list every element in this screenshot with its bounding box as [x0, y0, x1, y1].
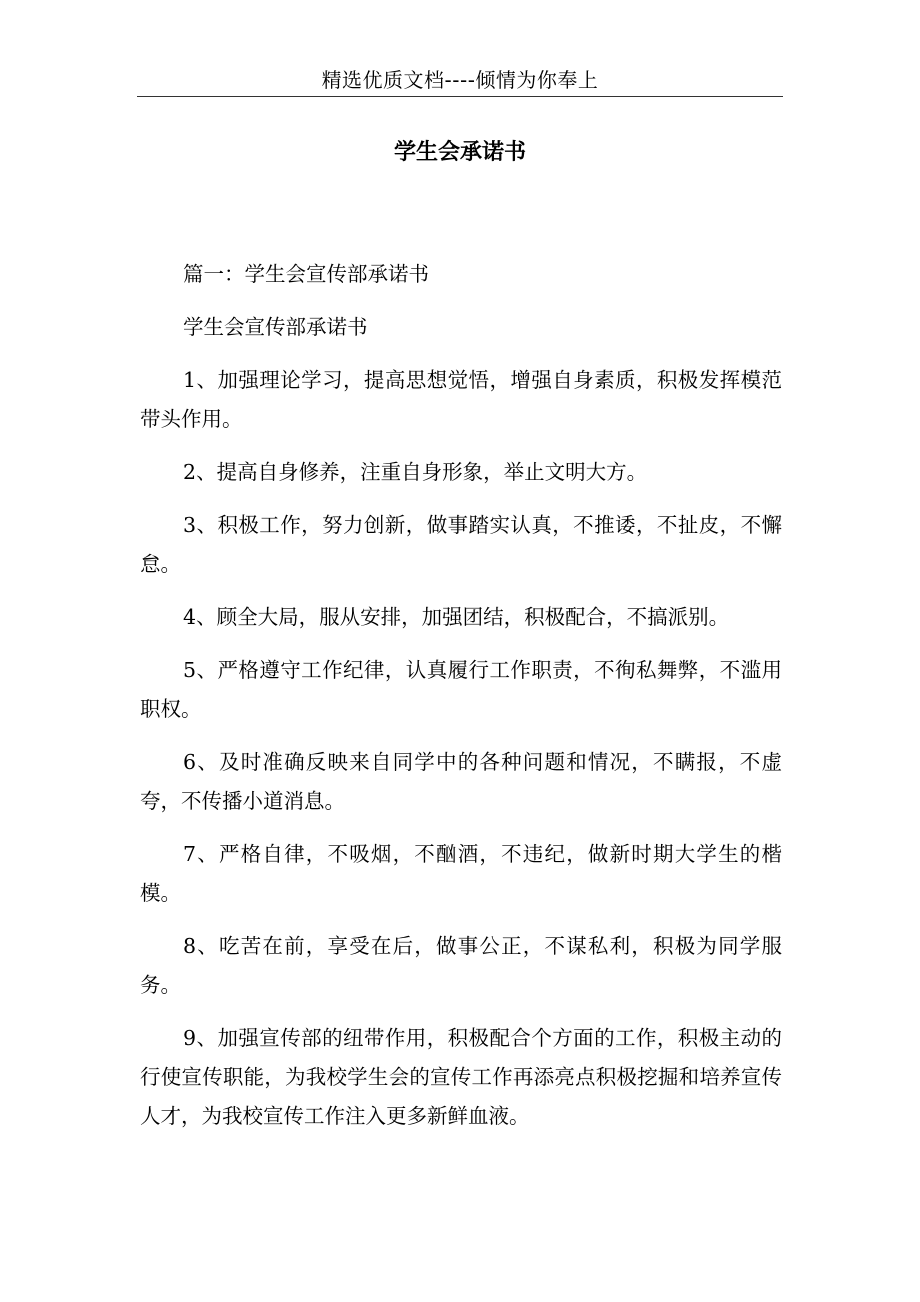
section-heading: 篇一：学生会宣传部承诺书 — [183, 262, 430, 286]
pledge-item-5: 5、严格遵守工作纪律，认真履行工作职责，不徇私舞弊，不滥用职权。 — [140, 658, 782, 721]
pledge-item-2: 2、提高自身修养，注重自身形象，举止文明大方。 — [183, 460, 648, 484]
pledge-item-8: 8、吃苦在前，享受在后，做事公正，不谋私利，积极为同学服务。 — [140, 934, 782, 997]
document-body — [140, 255, 782, 1150]
pledge-item-1: 1、加强理论学习，提高思想觉悟，增强自身素质，积极发挥模范带头作用。 — [140, 368, 782, 431]
pledge-item-6: 6、及时准确反映来自同学中的各种问题和情况，不瞒报，不虚夸，不传播小道消息。 — [140, 750, 782, 813]
pledge-item-3: 3、积极工作，努力创新，做事踏实认真，不推诿，不扯皮，不懈怠。 — [140, 513, 782, 576]
document-title: 学生会承诺书 — [393, 140, 526, 165]
subsection-heading: 学生会宣传部承诺书 — [183, 315, 368, 339]
pledge-item-7: 7、严格自律，不吸烟，不酗酒，不违纪，做新时期大学生的楷模。 — [140, 842, 782, 905]
pledge-item-9: 9、加强宣传部的纽带作用，积极配合个方面的工作，积极主动的行使宣传职能，为我校学生会的宣传工作再添亮点积极挖掘和培养宣传人才，为我校宣传工作注入更多新鲜血液。 — [140, 1026, 782, 1128]
page-header: 精选优质文档----倾情为你奉上 — [137, 64, 783, 97]
pledge-item-4: 4、顾全大局，服从安排，加强团结，积极配合，不搞派别。 — [183, 605, 730, 629]
